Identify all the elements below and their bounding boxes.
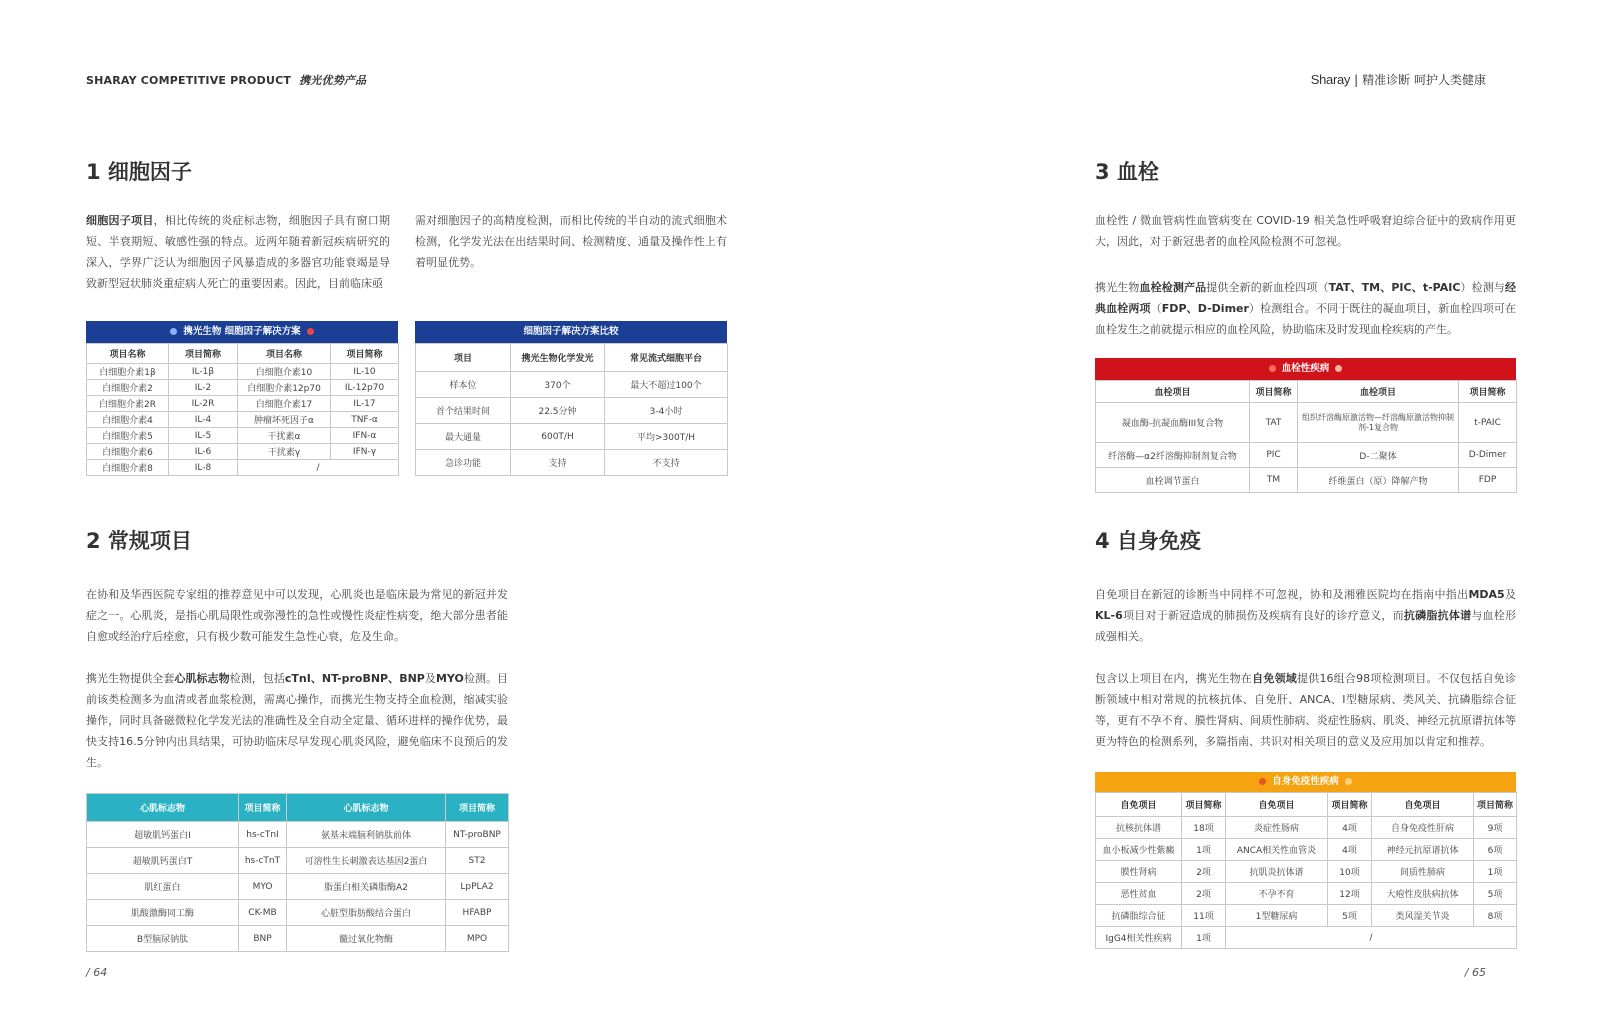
cytokine-comparison-table <box>415 321 727 476</box>
table-header-cell: 血栓项目 <box>1298 381 1459 403</box>
bold-term: TAT、TM、PIC、t-PAIC <box>1328 281 1461 294</box>
table-cell: 3-4小时 <box>605 398 728 424</box>
section-1-title: 1 细胞因子 <box>86 160 192 184</box>
table-cell: ST2 <box>446 848 509 874</box>
bold-term: MYO <box>435 672 464 685</box>
table-cell-empty: / <box>1226 927 1517 949</box>
table-header-cell: 项目 <box>416 344 511 372</box>
header-slogan: 精准诊断 呵护人类健康 <box>1362 73 1486 87</box>
table-row <box>87 900 509 926</box>
table-row <box>87 412 399 428</box>
table-row <box>87 364 399 380</box>
table-cell: 1项 <box>1182 839 1226 861</box>
table-cell: 18项 <box>1182 817 1226 839</box>
table-cell: 膜性肾病 <box>1096 861 1182 883</box>
table-cell: 血栓调节蛋白 <box>1096 468 1250 493</box>
table-cell: 不支持 <box>605 450 728 476</box>
table-row <box>416 372 728 398</box>
table-cell: 最大通量 <box>416 424 511 450</box>
text-span: 及 <box>1504 588 1517 601</box>
autoimmune-table-title: 自身免疫性疾病 <box>1272 776 1339 787</box>
thrombus-table-title: 血栓性疾病 <box>1281 363 1330 374</box>
bold-term: cTnI、NT-proBNP、BNP <box>284 672 425 685</box>
table-cell: 8项 <box>1474 905 1517 927</box>
table-header-cell: 项目简称 <box>331 344 399 364</box>
table-cell: 样本位 <box>416 372 511 398</box>
table-row <box>87 460 399 476</box>
table-cell: 干扰素α <box>238 428 331 444</box>
table-row <box>1096 443 1517 468</box>
section-2-title: 2 常规项目 <box>86 529 192 553</box>
table-cell: IL-5 <box>169 428 238 444</box>
table-cell: 可溶性生长刺激表达基因2蛋白 <box>287 848 446 874</box>
table-cell: 5项 <box>1328 905 1372 927</box>
table-header-row <box>87 794 509 822</box>
header-left-cn: 携光优势产品 <box>299 74 367 87</box>
section-3-title: 3 血栓 <box>1095 160 1159 184</box>
table-cell: 超敏肌钙蛋白T <box>87 848 239 874</box>
table-cell: 1项 <box>1474 861 1517 883</box>
decor-dot-icon <box>1345 778 1352 785</box>
table-cell: 血小板减少性紫癜 <box>1096 839 1182 861</box>
table-cell: MYO <box>239 874 287 900</box>
table-cell: 不孕不育 <box>1226 883 1328 905</box>
table-cell: 神经元抗原谱抗体 <box>1372 839 1474 861</box>
autoimmune-table-title-bar <box>1095 772 1516 792</box>
text-span: ）检测与 <box>1460 281 1506 294</box>
bold-term: 心肌标志物 <box>174 672 230 685</box>
decor-dot-icon <box>1269 365 1276 372</box>
table-header-cell: 项目名称 <box>87 344 169 364</box>
table-cell: 6项 <box>1474 839 1517 861</box>
cytokine-table-title: 携光生物 细胞因子解决方案 <box>183 326 301 337</box>
text-span: 自免项目在新冠的诊断当中同样不可忽视，协和及湘雅医院均在指南中指出 <box>1095 588 1469 601</box>
table-header-cell: 自免项目 <box>1226 793 1328 817</box>
table-cell: 氨基末端脑利钠肽前体 <box>287 822 446 848</box>
table-cell: 22.5分钟 <box>511 398 605 424</box>
header-separator: | <box>1354 73 1359 87</box>
text-span: 及 <box>424 672 436 685</box>
table-cell: 370个 <box>511 372 605 398</box>
table-header-row <box>87 344 399 364</box>
table-cell: 9项 <box>1474 817 1517 839</box>
cytokine-solution-table <box>86 321 398 476</box>
section-3-paragraph-2 <box>1095 277 1516 340</box>
table-cell: 白细胞介素10 <box>238 364 331 380</box>
header-right <box>1311 71 1486 88</box>
table-cell: IL-10 <box>331 364 399 380</box>
table-row <box>416 398 728 424</box>
cardiac-marker-table <box>86 793 508 952</box>
bold-term: 自免领域 <box>1252 672 1298 685</box>
table-cell: 2项 <box>1182 883 1226 905</box>
table-row <box>416 450 728 476</box>
table-cell: IFN-γ <box>331 444 399 460</box>
table-header-cell: 心肌标志物 <box>287 794 446 822</box>
table-cell: BNP <box>239 926 287 952</box>
table-cell: NT-proBNP <box>446 822 509 848</box>
table-cell: 纤维蛋白（原）降解产物 <box>1298 468 1459 493</box>
table-row <box>87 848 509 874</box>
comparison-table <box>415 343 728 476</box>
table-cell: 10项 <box>1328 861 1372 883</box>
table-header-cell: 自免项目 <box>1096 793 1182 817</box>
section-2-paragraph-2 <box>86 668 508 773</box>
table-cell: IL-2R <box>169 396 238 412</box>
table-cell: 纤溶酶—α2纤溶酶抑制剂复合物 <box>1096 443 1250 468</box>
table-cell: 心脏型脂肪酸结合蛋白 <box>287 900 446 926</box>
table-row <box>87 874 509 900</box>
table-cell: MPO <box>446 926 509 952</box>
table-header-cell: 项目名称 <box>238 344 331 364</box>
table-header-cell: 项目简称 <box>1250 381 1298 403</box>
table-cell: 白细胞介素5 <box>87 428 169 444</box>
table-header-cell: 项目简称 <box>1182 793 1226 817</box>
section-4-title: 4 自身免疫 <box>1095 529 1201 553</box>
text-span: 提供全新的新血栓四项（ <box>1206 281 1329 294</box>
table-row <box>87 822 509 848</box>
table-cell: 600T/H <box>511 424 605 450</box>
cytokine-table <box>86 343 399 476</box>
table-cell: hs-cTnT <box>239 848 287 874</box>
autoimmune-data-table <box>1095 792 1517 949</box>
table-cell: D-Dimer <box>1459 443 1517 468</box>
table-cell: 髓过氧化物酶 <box>287 926 446 952</box>
table-header-cell: 携光生物化学发光 <box>511 344 605 372</box>
header-left-title: SHARAY COMPETITIVE PRODUCT <box>86 74 292 87</box>
table-header-cell: 项目简称 <box>446 794 509 822</box>
table-cell: 抗肌炎抗体谱 <box>1226 861 1328 883</box>
table-cell: 白细胞介素2 <box>87 380 169 396</box>
section-1-bold-term: 细胞因子项目 <box>86 214 154 227</box>
table-row <box>87 380 399 396</box>
table-cell: IgG4相关性疾病 <box>1096 927 1182 949</box>
table-header-cell: 常见流式细胞平台 <box>605 344 728 372</box>
table-row <box>1096 468 1517 493</box>
bold-term: 抗磷脂抗体谱 <box>1403 609 1472 622</box>
comparison-table-title-bar <box>415 321 727 343</box>
table-cell: 2项 <box>1182 861 1226 883</box>
table-cell: LpPLA2 <box>446 874 509 900</box>
text-span: 检测。目前该类检测多为血清或者血浆检测，需离心操作，而携光生物支持全血检测，缩减实验操作，同时具备磁微粒化学发光法的准确性及全自动全定量、循环进样的操作优势，最快支持16.5分钟内出具结果，可协助临床尽早发现心肌炎风险，避免临床不良预后的发生。 <box>86 672 509 769</box>
table-cell: 凝血酶-抗凝血酶III复合物 <box>1096 403 1250 443</box>
table-cell: TAT <box>1250 403 1298 443</box>
table-cell: 肌酸激酶同工酶 <box>87 900 239 926</box>
table-cell: TNF-α <box>331 412 399 428</box>
table-cell: 大疱性皮肤病抗体 <box>1372 883 1474 905</box>
text-span: 与血栓形成强相关。 <box>1095 609 1517 643</box>
table-cell: 白细胞介素17 <box>238 396 331 412</box>
text-span: 携光生物 <box>1095 281 1140 294</box>
table-header-cell: 项目简称 <box>1474 793 1517 817</box>
table-header-cell: 项目简称 <box>1459 381 1517 403</box>
table-cell: 平均>300T/H <box>605 424 728 450</box>
table-cell: 干扰素γ <box>238 444 331 460</box>
table-header-cell: 项目简称 <box>1328 793 1372 817</box>
decor-dot-icon <box>170 328 177 335</box>
table-header-cell: 自免项目 <box>1372 793 1474 817</box>
table-cell: 组织纤溶酶原激活物—纤溶酶原激活物抑制剂-1复合物 <box>1298 403 1459 443</box>
table-cell: 抗磷脂综合征 <box>1096 905 1182 927</box>
table-cell: D-二聚体 <box>1298 443 1459 468</box>
table-cell: IL-17 <box>331 396 399 412</box>
table-cell: 恶性贫血 <box>1096 883 1182 905</box>
table-cell: 类风湿关节炎 <box>1372 905 1474 927</box>
table-cell: hs-cTnI <box>239 822 287 848</box>
table-cell: 自身免疫性肝病 <box>1372 817 1474 839</box>
table-row <box>416 424 728 450</box>
table-cell: 白细胞介素8 <box>87 460 169 476</box>
table-cell: 白细胞介素1β <box>87 364 169 380</box>
table-header-cell: 血栓项目 <box>1096 381 1250 403</box>
table-cell: IL-12p70 <box>331 380 399 396</box>
table-header-row <box>1096 381 1517 403</box>
table-cell: 肿瘤坏死因子α <box>238 412 331 428</box>
page-number-left: / 64 <box>86 966 108 979</box>
table-cell: 最大不超过100个 <box>605 372 728 398</box>
table-cell: 4项 <box>1328 839 1372 861</box>
table-cell: 12项 <box>1328 883 1372 905</box>
table-cell: 1型糖尿病 <box>1226 905 1328 927</box>
table-cell: t-PAIC <box>1459 403 1517 443</box>
autoimmune-table <box>1095 772 1516 949</box>
bold-term: 经典血栓两项 <box>1095 281 1517 315</box>
section-4-paragraph-2 <box>1095 668 1516 752</box>
table-cell: FDP <box>1459 468 1517 493</box>
table-cell-empty: / <box>238 460 399 476</box>
section-1-paragraph-left <box>86 210 390 294</box>
header-left <box>86 72 366 88</box>
table-cell: B型脑尿钠肽 <box>87 926 239 952</box>
table-header-cell: 心肌标志物 <box>87 794 239 822</box>
section-4-paragraph-1 <box>1095 584 1516 647</box>
table-row <box>1096 927 1517 949</box>
table-cell: IL-8 <box>169 460 238 476</box>
table-cell: 白细胞介素6 <box>87 444 169 460</box>
table-cell: 支持 <box>511 450 605 476</box>
text-span: 携光生物提供全套 <box>86 672 175 685</box>
table-cell: IL-4 <box>169 412 238 428</box>
table-header-row <box>416 344 728 372</box>
comparison-table-title: 细胞因子解决方案比较 <box>523 326 619 337</box>
text-span: 项目对于新冠造成的肺损伤及疾病有良好的诊疗意义，而 <box>1122 609 1404 622</box>
thrombus-table-title-bar <box>1095 358 1516 380</box>
table-cell: 11项 <box>1182 905 1226 927</box>
decor-dot-icon <box>307 328 314 335</box>
table-cell: ANCA相关性血管炎 <box>1226 839 1328 861</box>
text-span: 包含以上项目在内，携光生物在 <box>1095 672 1253 685</box>
table-cell: IL-6 <box>169 444 238 460</box>
table-cell: 间质性肺病 <box>1372 861 1474 883</box>
table-row <box>1096 839 1517 861</box>
thrombus-data-table <box>1095 380 1517 493</box>
table-cell: HFABP <box>446 900 509 926</box>
table-header-row <box>1096 793 1517 817</box>
table-row <box>1096 883 1517 905</box>
table-cell: IL-2 <box>169 380 238 396</box>
table-cell: TM <box>1250 468 1298 493</box>
cytokine-table-title-bar <box>86 321 398 343</box>
table-row <box>87 396 399 412</box>
table-row <box>1096 861 1517 883</box>
table-cell: 白细胞介素12p70 <box>238 380 331 396</box>
bold-term: FDP、D-Dimer <box>1161 302 1249 315</box>
table-cell: 5项 <box>1474 883 1517 905</box>
table-row <box>1096 817 1517 839</box>
table-row <box>87 926 509 952</box>
text-span: 提供16组合98项检测项目。不仅包括自免诊断领域中相对常规的抗核抗体、自免肝、ANCA、I型糖尿病、类风关、抗磷脂综合征等，更有不孕不育、膜性肾病、间质性肺病、炎症性肠病、肌炎、神经元抗原谱抗体等更为特色的检测系列，多篇指南、共识对相关项目的意义及应用加以肯定和推荐。 <box>1095 672 1517 748</box>
table-cell: 急诊功能 <box>416 450 511 476</box>
table-row <box>87 428 399 444</box>
text-span: 检测，包括 <box>229 672 285 685</box>
table-header-cell: 项目简称 <box>239 794 287 822</box>
text-span: （ <box>1150 302 1162 315</box>
bold-term: MDA5 <box>1468 588 1505 601</box>
table-cell: 肌红蛋白 <box>87 874 239 900</box>
bold-term: KL-6 <box>1095 609 1123 622</box>
bold-term: 血栓检测产品 <box>1139 281 1207 294</box>
table-cell: 1项 <box>1182 927 1226 949</box>
table-cell: 白细胞介素4 <box>87 412 169 428</box>
table-cell: 首个结果时间 <box>416 398 511 424</box>
table-row <box>1096 403 1517 443</box>
table-cell: CK-MB <box>239 900 287 926</box>
table-row <box>1096 905 1517 927</box>
thrombus-table <box>1095 358 1516 493</box>
table-cell: 超敏肌钙蛋白I <box>87 822 239 848</box>
table-cell: PIC <box>1250 443 1298 468</box>
table-cell: 炎症性肠病 <box>1226 817 1328 839</box>
decor-dot-icon <box>1335 365 1342 372</box>
decor-dot-icon <box>1259 778 1266 785</box>
section-1-paragraph-right: 需对细胞因子的高精度检测，而相比传统的半自动的流式细胞术检测，化学发光法在出结果时间、检测精度、通量及操作性上有着明显优势。 <box>415 214 727 269</box>
table-row <box>87 444 399 460</box>
table-cell: 脂蛋白相关磷脂酶A2 <box>287 874 446 900</box>
table-cell: 4项 <box>1328 817 1372 839</box>
section-3-paragraph-1: 血栓性 / 微血管病性血管病变在 COVID-19 相关急性呼吸窘迫综合征中的致病作用更大，因此，对于新冠患者的血栓风险检测不可忽视。 <box>1095 214 1516 248</box>
section-1-text-left: ，相比传统的炎症标志物，细胞因子具有窗口期短、半衰期短、敏感性强的特点。近两年随着新冠疾病研究的深入，学界广泛认为细胞因子风暴造成的多器官功能衰竭是导致新型冠状肺炎重症病人死亡的重要因素。因此，目前临床亟 <box>86 214 391 290</box>
section-2-paragraph-1: 在协和及华西医院专家组的推荐意见中可以发现，心肌炎也是临床最为常见的新冠并发症之一。心肌炎，是指心肌局限性或弥漫性的急性或慢性炎症性病变，绝大部分患者能自愈或经治疗后痊愈，只有极少数可能发生急性心衰，危及生命。 <box>86 588 508 643</box>
table-header-cell: 项目简称 <box>169 344 238 364</box>
table-cell: 白细胞介素2R <box>87 396 169 412</box>
text-span: ）检测组合。不同于既往的凝血项目，新血栓四项可在血栓发生之前就提示相应的血栓风险，协助临床及时发现血栓疾病的产生。 <box>1095 302 1517 336</box>
table-cell: 抗核抗体谱 <box>1096 817 1182 839</box>
page-number-right: / 65 <box>1464 966 1486 979</box>
brand-logo: Sharay <box>1310 72 1351 87</box>
table-cell: IFN-α <box>331 428 399 444</box>
table-cell: IL-1β <box>169 364 238 380</box>
cardiac-table <box>86 793 509 952</box>
